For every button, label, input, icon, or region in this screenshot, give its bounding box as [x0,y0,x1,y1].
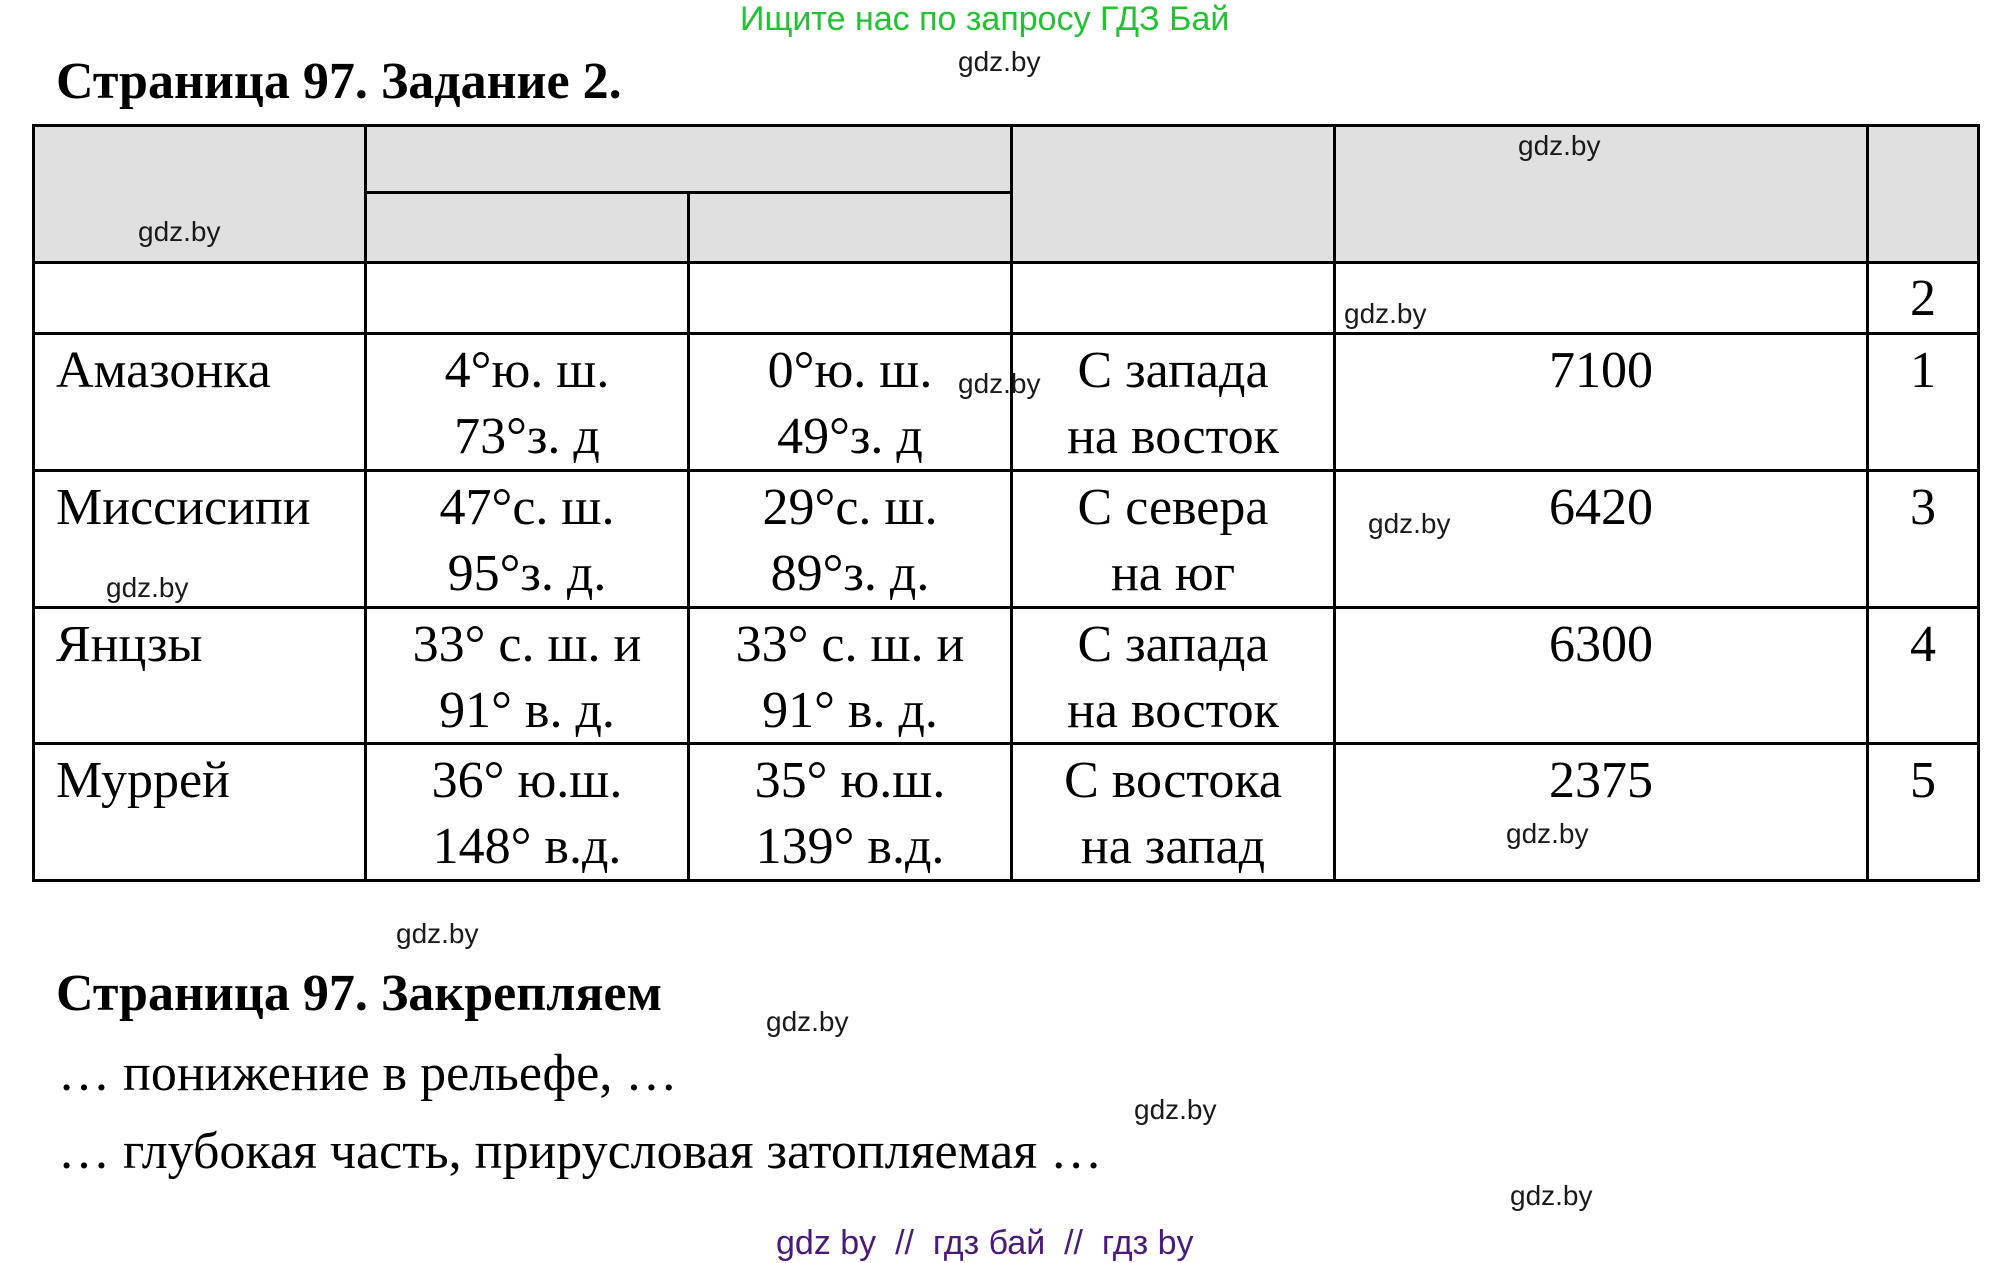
table-header [34,126,1978,262]
river-length: 7100 [1549,342,1653,399]
source-coords-line1: 33° с. ш. и [412,616,642,673]
mouth-coords-line2: 91° в. д. [762,682,938,739]
mouth-coords-line2: 89°з. д. [770,545,930,602]
source-coords-line1: 36° ю.ш. [431,752,623,809]
river-name: Амазонка [56,342,271,399]
mouth-coords-line1: 35° ю.ш. [754,752,946,809]
watermark: gdz.by [138,216,221,247]
source-coords-line2: 73°з. д [454,408,600,465]
watermark: gdz.by [1344,298,1427,329]
row-divider [32,332,1980,335]
mouth-coords-line2: 139° в.д. [755,818,945,875]
river-rank: 5 [1910,752,1936,809]
section-title-reinforce: Страница 97. Закрепляем [56,965,663,1022]
answer-line: … понижение в рельефе, … [58,1045,678,1102]
watermark: gdz.by [1134,1094,1217,1125]
direction-line1: С запада [1077,616,1269,673]
river-name: Муррей [56,752,230,809]
source-coords-line1: 4°ю. ш. [444,342,610,399]
river-name: Миссисипи [56,479,311,536]
source-coords-line1: 47°с. ш. [439,479,615,536]
table-border-top [32,124,1980,127]
river-length: 6420 [1549,479,1653,536]
direction-line2: на восток [1067,682,1279,739]
direction-line1: С востока [1064,752,1282,809]
watermark: gdz.by [396,918,479,949]
watermark: gdz.by [1368,508,1451,539]
mouth-coords-line1: 0°ю. ш. [767,342,933,399]
source-coords-line2: 95°з. д. [447,545,607,602]
direction-line1: С запада [1077,342,1269,399]
footer-links: gdz by // гдз бай // гдз by [776,1224,1194,1262]
header-divider [32,261,1980,264]
promo-banner: Ищите нас по запросу ГДЗ Бай [740,0,1230,38]
mouth-coords-line1: 33° с. ш. и [735,616,965,673]
watermark: gdz.by [958,46,1041,77]
watermark: gdz.by [766,1006,849,1037]
direction-line2: на восток [1067,408,1279,465]
river-rank: 3 [1910,479,1936,536]
river-length: 6300 [1549,616,1653,673]
direction-line2: на юг [1110,545,1236,602]
table-border-right [1977,124,1980,882]
section-title-task: Страница 97. Задание 2. [56,53,622,110]
river-rank: 4 [1910,616,1936,673]
watermark: gdz.by [1506,818,1589,849]
answer-line: … глубокая часть, прирусловая затопляемая … [58,1123,1103,1180]
index-cell: 2 [1910,270,1936,327]
river-length: 2375 [1549,752,1653,809]
mouth-coords-line2: 49°з. д [777,408,923,465]
source-coords-line2: 91° в. д. [439,682,615,739]
river-name: Янцзы [56,616,203,673]
watermark: gdz.by [1510,1180,1593,1211]
watermark: gdz.by [106,572,189,603]
direction-line2: на запад [1080,818,1266,875]
direction-line1: С севера [1077,479,1269,536]
source-coords-line2: 148° в.д. [432,818,622,875]
watermark: gdz.by [958,368,1041,399]
river-rank: 1 [1910,342,1936,399]
table-border-left [32,124,35,882]
mouth-coords-line1: 29°с. ш. [762,479,938,536]
watermark: gdz.by [1518,130,1601,161]
